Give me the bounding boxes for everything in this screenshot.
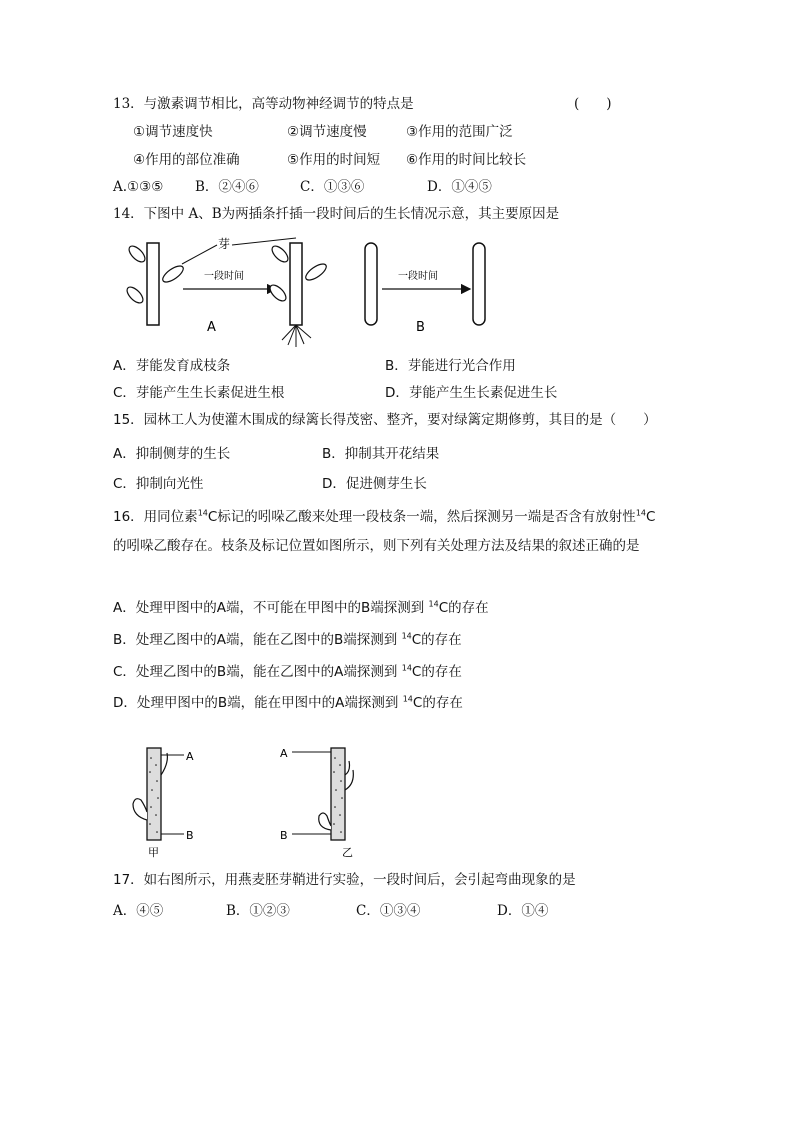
- bud-icon: [124, 284, 145, 305]
- arrow-label-a: 一段时间: [204, 271, 244, 282]
- q13-item-2: ②调节速度慢: [287, 124, 367, 140]
- q16-option-a: A．处理甲图中的A端，不可能在甲图中的B端探测到 $^{14}$C的存在: [113, 599, 489, 616]
- jia-label-a: A: [186, 750, 194, 763]
- roots-icon: [282, 325, 311, 347]
- q13-option-c: C．①③⑥: [300, 179, 365, 195]
- q15-option-c: C．抑制向光性: [113, 476, 204, 492]
- q16-option-c: C．处理乙图中的B端，能在乙图中的A端探测到 $^{14}$C的存在: [113, 663, 462, 680]
- jia-name: 甲: [148, 846, 159, 859]
- q13-item-4: ④作用的部位准确: [133, 152, 240, 168]
- q14-option-b: B．芽能进行光合作用: [385, 358, 516, 374]
- q15-option-b: B．抑制其开花结果: [322, 446, 440, 462]
- q13-item-1: ①调节速度快: [133, 124, 213, 140]
- arrow-label-b: 一段时间: [398, 271, 438, 282]
- cutting-b-after: [473, 243, 485, 325]
- q13-stem: 13．与激素调节相比，高等动物神经调节的特点是: [113, 96, 414, 112]
- q13-option-b: B．②④⑥: [195, 179, 259, 195]
- q14-stem: 14．下图中 A、B为两插条扦插一段时间后的生长情况示意，其主要原因是: [113, 206, 560, 222]
- q16-option-b: B．处理乙图中的A端，能在乙图中的B端探测到 $^{14}$C的存在: [113, 631, 462, 648]
- bud-icon: [133, 799, 147, 820]
- bud-icon: [126, 243, 147, 264]
- q14-option-c: C．芽能产生生长素促进生根: [113, 385, 285, 401]
- q13-item-3: ③作用的范围广泛: [406, 124, 513, 140]
- jia-label-b: B: [186, 829, 194, 842]
- q13-answer-bracket: ( ): [574, 96, 612, 112]
- yi-label-a: A: [280, 747, 288, 760]
- q13-option-a: A.①③⑤: [113, 179, 164, 195]
- yi-label-b: B: [280, 829, 288, 842]
- q17-stem: 17．如右图所示，用燕麦胚芽鞘进行实验，一段时间后，会引起弯曲现象的是: [113, 872, 576, 888]
- branch-jia: [147, 748, 161, 840]
- branch-yi: [331, 748, 345, 840]
- bud-label: 芽: [218, 237, 231, 251]
- bud-icon: [160, 263, 185, 285]
- q16-stem-line1: 16．用同位素$^{14}$C标记的吲哚乙酸来处理一段枝条一端，然后探测另一端是否含有放射性$^{14}$C: [113, 508, 656, 525]
- q16-option-d: D．处理甲图中的B端，能在甲图中的A端探测到 $^{14}$C的存在: [113, 694, 463, 711]
- q15-option-d: D．促进侧芽生长: [322, 476, 427, 492]
- q16-stem-line2: 的吲哚乙酸存在。枝条及标记位置如图所示，则下列有关处理方法及结果的叙述正确的是: [113, 538, 640, 554]
- bud-icon: [303, 261, 328, 283]
- bud-icon: [319, 813, 331, 830]
- q13-option-d: D．①④⑤: [427, 179, 492, 195]
- q15-stem: 15．园林工人为使灌木围成的绿篱长得茂密、整齐，要对绿篱定期修剪，其目的是（ ）: [113, 412, 657, 428]
- q13-item-5: ⑤作用的时间短: [287, 152, 381, 168]
- q17-option-c: C．①③④: [356, 903, 421, 919]
- cutting-a-after: [290, 243, 302, 325]
- yi-name: 乙: [342, 846, 353, 859]
- label-b: B: [416, 320, 425, 335]
- bud-icon: [269, 243, 290, 264]
- cutting-a-before: [147, 243, 159, 325]
- q17-option-d: D．①④: [497, 903, 549, 919]
- q14-option-d: D．芽能产生生长素促进生长: [385, 385, 558, 401]
- bud-icon: [267, 282, 288, 303]
- q14-option-a: A．芽能发育成枝条: [113, 358, 231, 374]
- q17-option-a: A．④⑤: [113, 903, 164, 919]
- cutting-b-before: [365, 243, 377, 325]
- q13-item-6: ⑥作用的时间比较长: [406, 152, 527, 168]
- label-a: A: [207, 320, 216, 335]
- q17-option-b: B．①②③: [226, 903, 290, 919]
- q15-option-a: A．抑制侧芽的生长: [113, 446, 231, 462]
